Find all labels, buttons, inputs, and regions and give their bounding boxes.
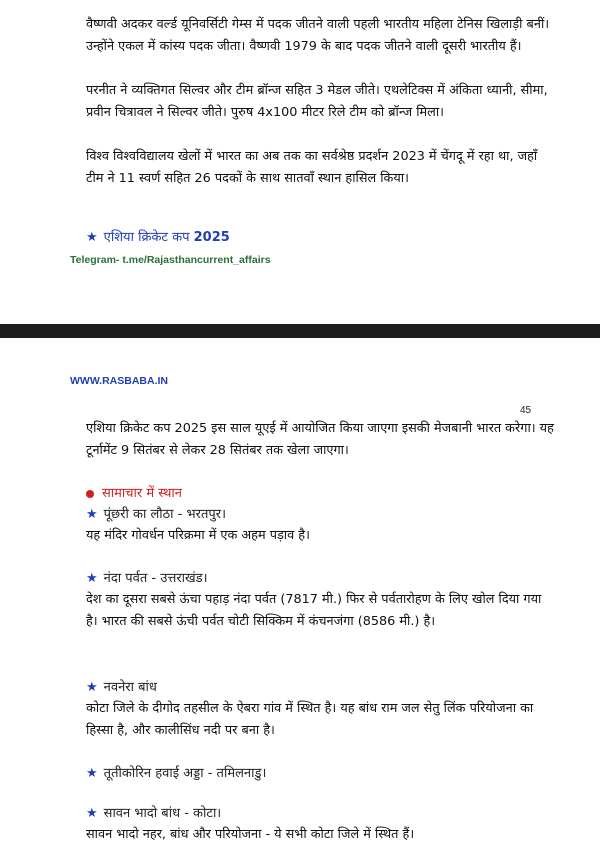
paragraph-parneet: परनीत ने व्यक्तिगत सिल्वर और टीम ब्रॉन्ज सहित 3 मेडल जीते। एथलेटिक्स में अंकिता ध्यानी, सीमा, प्रवीन चित्रावल ने सिल्वर जीते। पुरुष 4x100 मीटर रिले टीम को ब्रॉन्ज मिला। bbox=[86, 83, 548, 120]
item-title bbox=[86, 804, 221, 824]
paragraph-vaishnavi: वैष्णवी अदकर वर्ल्ड यूनिवर्सिटी गेम्स में पदक जीतने वाली पहली भारतीय महिला टेनिस खिलाड़ी बनीं। उन्होंने एकल में कांस्य पदक जीता। वैष्णवी 1979 के बाद पदक जीतने वाली दूसरी भारतीय हैं। bbox=[86, 17, 550, 54]
star-icon: ★ bbox=[86, 230, 98, 245]
item-title-text: नवनेरा बांध bbox=[103, 680, 157, 695]
item-title-text: तूतीकोरिन हवाई अड्डा - तमिलनाडु। bbox=[103, 766, 267, 781]
section-heading-text: सामाचार में स्थान bbox=[102, 486, 182, 501]
site-link[interactable]: WWW.RASBABA.IN bbox=[70, 375, 168, 387]
item-description: कोटा जिले के दीगोद तहसील के ऐबरा गांव में स्थित है। यह बांध राम जल सेतु लिंक परियोजना का हिस्सा है, और कालीसिंध नदी पर बना है। bbox=[86, 701, 534, 738]
item-title bbox=[86, 764, 266, 784]
star-icon: ★ bbox=[86, 571, 98, 586]
asia-cup-heading-year: 2025 bbox=[193, 230, 230, 245]
page-divider bbox=[0, 324, 600, 338]
item-description: यह मंदिर गोवर्धन परिक्रमा में एक अहम पड़ाव है। bbox=[86, 528, 310, 543]
paragraph-asia-cup-intro: एशिया क्रिकेट कप 2025 इस साल यूएई में आयोजित किया जाएगा इसकी मेजबानी भारत करेगा। यह टूर्नामेंट 9 सितंबर से लेकर 28 सितंबर तक खेला जाएगा। bbox=[86, 421, 554, 458]
item-description: देश का दूसरा सबसे ऊंचा पहाड़ नंदा पर्वत (7817 मी.) फिर से पर्वतारोहण के लिए खोल दिया गया है। भारत की सबसे ऊंची पर्वत चोटी सिक्किम में कंचनजंगा (8586 मी.) है। bbox=[86, 592, 542, 629]
paragraph-world-university-games: विश्व विश्वविद्यालय खेलों में भारत का अब तक का सर्वश्रेष्ठ प्रदर्शन 2023 में चेंगदू में रहा था, जहाँ टीम ने 11 स्वर्ण सहित 26 पदकों के साथ सातवाँ स्थान हासिल किया। bbox=[86, 149, 538, 186]
page-1 bbox=[0, 0, 600, 324]
asia-cup-heading bbox=[86, 228, 230, 248]
item-title bbox=[86, 678, 157, 698]
item-description: सावन भादो नहर, बांध और परियोजना - ये सभी कोटा जिले में स्थित हैं। bbox=[86, 827, 415, 842]
star-icon: ★ bbox=[86, 680, 98, 695]
item-title bbox=[86, 569, 208, 589]
page-number: 45 bbox=[520, 405, 532, 416]
star-icon: ★ bbox=[86, 507, 98, 522]
item-title-text: पूंछरी का लौठा - भरतपुर। bbox=[103, 507, 227, 522]
telegram-link[interactable]: Telegram- t.me/Rajasthancurrent_affairs bbox=[70, 254, 271, 266]
item-title-text: नंदा पर्वत - उत्तराखंड। bbox=[103, 571, 208, 586]
item-title-text: सावन भादो बांध - कोटा। bbox=[103, 806, 222, 821]
star-icon: ★ bbox=[86, 766, 98, 781]
section-heading bbox=[86, 484, 182, 504]
asia-cup-heading-text: एशिया क्रिकेट कप bbox=[103, 230, 190, 245]
star-icon: ★ bbox=[86, 806, 98, 821]
bullet-dot-icon bbox=[86, 490, 94, 498]
item-title bbox=[86, 505, 226, 525]
